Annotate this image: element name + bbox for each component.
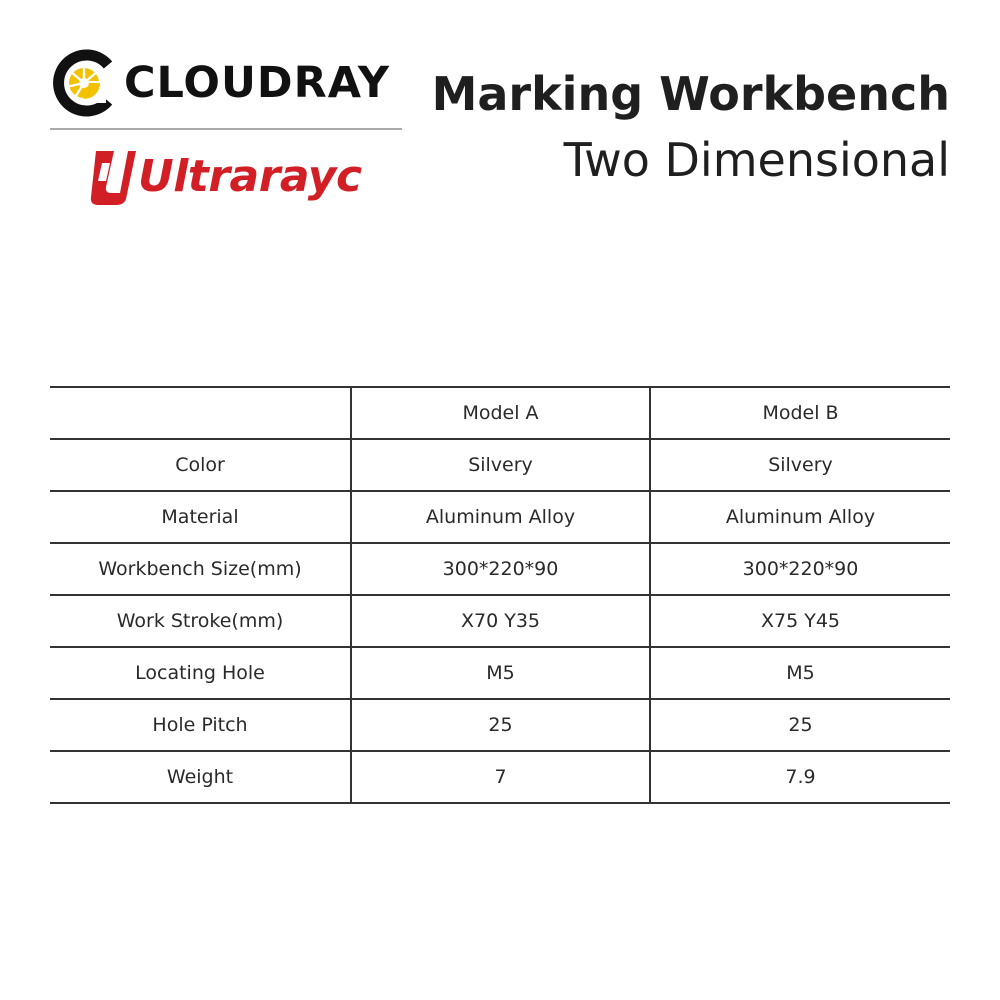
ultrarayc-u-icon (88, 145, 138, 207)
table-cell: Silvery (351, 439, 650, 491)
table-cell: Aluminum Alloy (650, 491, 950, 543)
ultrarayc-wordmark: Ultrarayc (138, 150, 362, 202)
table-cell: X75 Y45 (650, 595, 950, 647)
table-cell: Silvery (650, 439, 950, 491)
ultrarayc-logo (88, 140, 362, 212)
table-row (50, 647, 950, 699)
table-cell: M5 (650, 647, 950, 699)
table-cell: X70 Y35 (351, 595, 650, 647)
brand-logos (50, 48, 402, 202)
row-label: Hole Pitch (50, 699, 351, 751)
table-header-cell (50, 387, 351, 439)
row-label: Locating Hole (50, 647, 351, 699)
table-row (50, 751, 950, 803)
row-label: Weight (50, 751, 351, 803)
title-block (432, 64, 950, 196)
row-label: Color (50, 439, 351, 491)
table-header-cell: Model B (650, 387, 950, 439)
page-title: Marking Workbench (431, 67, 950, 121)
row-label: Material (50, 491, 351, 543)
row-label: Workbench Size(mm) (50, 543, 351, 595)
table-cell: M5 (351, 647, 650, 699)
logo-divider (50, 128, 402, 130)
table-cell: 25 (351, 699, 650, 751)
table-cell: 7 (351, 751, 650, 803)
table-header-cell: Model A (351, 387, 650, 439)
table-cell: 300*220*90 (650, 543, 950, 595)
cloudray-c-icon (50, 49, 118, 117)
table-row (50, 595, 950, 647)
table-row (50, 699, 950, 751)
cloudray-logo (50, 48, 402, 118)
table-row (50, 543, 950, 595)
spec-table (50, 386, 950, 804)
table-header-row (50, 387, 950, 439)
table-cell: Aluminum Alloy (351, 491, 650, 543)
cloudray-wordmark: CLOUDRAY (124, 58, 390, 108)
table-row (50, 439, 950, 491)
row-label: Work Stroke(mm) (50, 595, 351, 647)
table-cell: 7.9 (650, 751, 950, 803)
table-row (50, 491, 950, 543)
table-cell: 25 (650, 699, 950, 751)
page-subtitle: Two Dimensional (563, 133, 950, 187)
table-cell: 300*220*90 (351, 543, 650, 595)
